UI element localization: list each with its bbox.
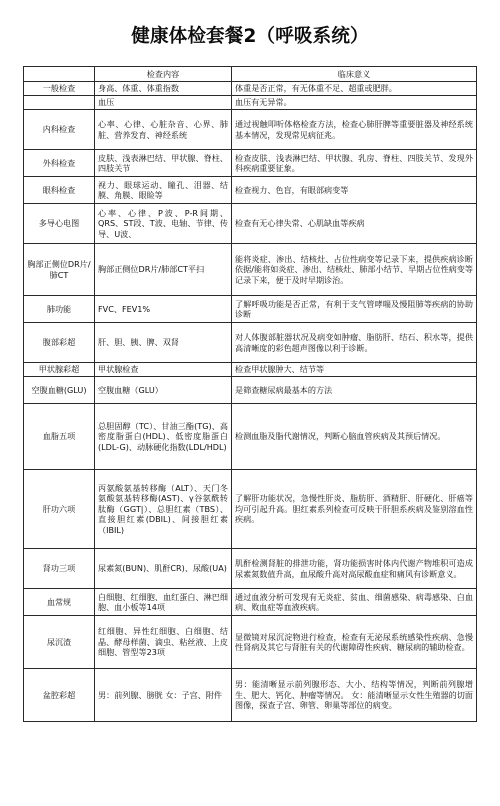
content-cell: 空腹血糖（GLU） [95, 377, 232, 404]
meaning-cell: 检测血脂及脂代谢情况，判断心脑血管疾病及其预后情况。 [232, 404, 477, 470]
item-cell: 空腹血糖(GLU) [24, 377, 95, 404]
content-cell: 男：前列腺、膀胱 女：子宫、附件 [95, 669, 232, 722]
content-cell: FVC、FEV1% [95, 296, 232, 323]
content-cell: 丙氨酸氨基转移酶（ALT）、天门冬氨酸氨基转移酶(AST)、γ谷氨酰转肽酶（GGT|）、总胆红素（TBS）、直接胆红素(DBIL)、间接胆红素（IBIL) [95, 470, 232, 549]
content-cell: 甲状腺检查 [95, 363, 232, 377]
item-cell [24, 96, 95, 110]
item-cell: 血脂五项 [24, 404, 95, 470]
table-row [24, 96, 477, 110]
page-title: 健康体检套餐2（呼吸系统） [131, 26, 369, 47]
header-meaning: 临床意义 [232, 67, 477, 82]
item-cell: 盆腔彩超 [24, 669, 95, 722]
meaning-cell: 了解呼吸功能是否正常，有利于支气管哮喘及慢阻肺等疾病的协助诊断 [232, 296, 477, 323]
meaning-cell: 能将炎症、渗出、结核灶、占位性病变等记录下来，提供疾病诊断依据/能将如炎症、渗出、结核灶、肺部小结节、早期占位性病变等记录下来，便于及时早期诊治。 [232, 244, 477, 296]
item-cell: 内科检查 [24, 110, 95, 150]
meaning-cell: 男：能清晰显示前列腺形态、大小、结构等情况，判断前列腺增生、肥大、钙化、肿瘤等情况。 女：能清晰显示女性生殖器的切面图像，探查子宫、卵管、卵巢等部位的病变。 [232, 669, 477, 722]
table-row [24, 363, 477, 377]
table-row [24, 177, 477, 204]
meaning-cell: 体重是否正常，有无体重不足、超重或肥胖。 [232, 82, 477, 96]
table-row [24, 110, 477, 150]
content-cell: 尿素氮(BUN)、肌酐CR)、尿酸(UA) [95, 549, 232, 589]
meaning-cell: 通过视触叩听体格检查方法，检查心肺肝脾等重要脏器及神经系统基本情况，发现常见病征兆。 [232, 110, 477, 150]
meaning-cell: 检查有无心律失常、心肌缺血等疾病 [232, 204, 477, 244]
content-cell: 视力、眼球运动、瞳孔、泪器、结膜、角膜、眼睑等 [95, 177, 232, 204]
table-row [24, 323, 477, 363]
item-cell: 肺功能 [24, 296, 95, 323]
item-cell: 肾功三项 [24, 549, 95, 589]
item-cell: 外科检查 [24, 150, 95, 177]
item-cell: 肝功六项 [24, 470, 95, 549]
item-cell: 甲状腺彩超 [24, 363, 95, 377]
table-row [24, 549, 477, 589]
checkup-table [23, 66, 477, 722]
meaning-cell: 了解肝功能状况，急慢性肝炎、脂肪肝、酒精肝、肝硬化、肝癌等均可引起升高。胆红素系列检查可反映于肝胆系疾病及鉴别溶血性疾病。 [232, 470, 477, 549]
meaning-cell: 检查甲状腺肿大、结节等 [232, 363, 477, 377]
table-row [24, 404, 477, 470]
content-cell: 白细胞、红细胞、血红蛋白、淋巴细胞、血小板等14项 [95, 589, 232, 616]
content-cell: 血压 [95, 96, 232, 110]
content-cell: 总胆固醇（TC）、甘油三酯(TG)、高密度脂蛋白(HDL)、低密度脂蛋白(LDL-G)、动脉硬化指数(LDL/HDL) [95, 404, 232, 470]
meaning-cell: 检查皮肤、浅表淋巴结、甲状腺、乳房、脊柱、四肢关节、发现外科疾病重要征象。 [232, 150, 477, 177]
table-row [24, 204, 477, 244]
table-row [24, 244, 477, 296]
content-cell: 胸部正侧位DR片/肺部CT平扫 [95, 244, 232, 296]
table-row [24, 296, 477, 323]
item-cell: 一般检查 [24, 82, 95, 96]
item-cell: 腹部彩超 [24, 323, 95, 363]
table-header-row [24, 67, 477, 82]
item-cell: 多导心电图 [24, 204, 95, 244]
item-cell: 胸部正侧位DR片/肺CT [24, 244, 95, 296]
meaning-cell: 肌酐检测肾脏的排泄功能，肾功能损害时体内代谢产物堆积可造成尿素氮数值升高，血尿酸升高对高尿酸血症和痛风有诊断意义。 [232, 549, 477, 589]
item-cell: 尿沉渣 [24, 616, 95, 669]
header-content: 检查内容 [95, 67, 232, 82]
content-cell: 心率、心律、P波、P-R间期、QRS、ST段、T波、电轴、节律、传导、U波、 [95, 204, 232, 244]
table-row [24, 470, 477, 549]
table-row [24, 616, 477, 669]
table-row [24, 377, 477, 404]
item-cell: 眼科检查 [24, 177, 95, 204]
meaning-cell: 检查视力、色盲，有眼部病变等 [232, 177, 477, 204]
content-cell: 皮肤、浅表淋巴结、甲状腺、脊柱、四肢关节 [95, 150, 232, 177]
meaning-cell: 血压有无异常。 [232, 96, 477, 110]
content-cell: 红细胞、异性红细胞、白细胞、结晶、酵母样菌、滴虫、粘丝液、上皮细胞、管型等23项 [95, 616, 232, 669]
header-item [24, 67, 95, 82]
meaning-cell: 对人体腹部脏器状况及病变如肿瘤、脂肪肝、结石、积水等，提供高清晰度的彩色超声图像以利于诊断。 [232, 323, 477, 363]
table-row [24, 589, 477, 616]
content-cell: 身高、体重、体重指数 [95, 82, 232, 96]
meaning-cell: 显微镜对尿沉淀物进行检查，检查有无泌尿系统感染性疾病、急慢性肾病及其它与肾脏有关的代谢障碍性疾病、糖尿病的辅助检查。 [232, 616, 477, 669]
item-cell: 血常规 [24, 589, 95, 616]
table-row [24, 669, 477, 722]
content-cell: 肝、胆、胰、脾、双肾 [95, 323, 232, 363]
table-row [24, 82, 477, 96]
meaning-cell: 是筛查糖尿病最基本的方法 [232, 377, 477, 404]
meaning-cell: 通过血液分析可发现有无炎症、贫血、细菌感染、病毒感染、白血病、败血症等血液疾病。 [232, 589, 477, 616]
content-cell: 心率、心律、心脏杂音、心界、肺脏、营养发育、神经系统 [95, 110, 232, 150]
table-row [24, 150, 477, 177]
